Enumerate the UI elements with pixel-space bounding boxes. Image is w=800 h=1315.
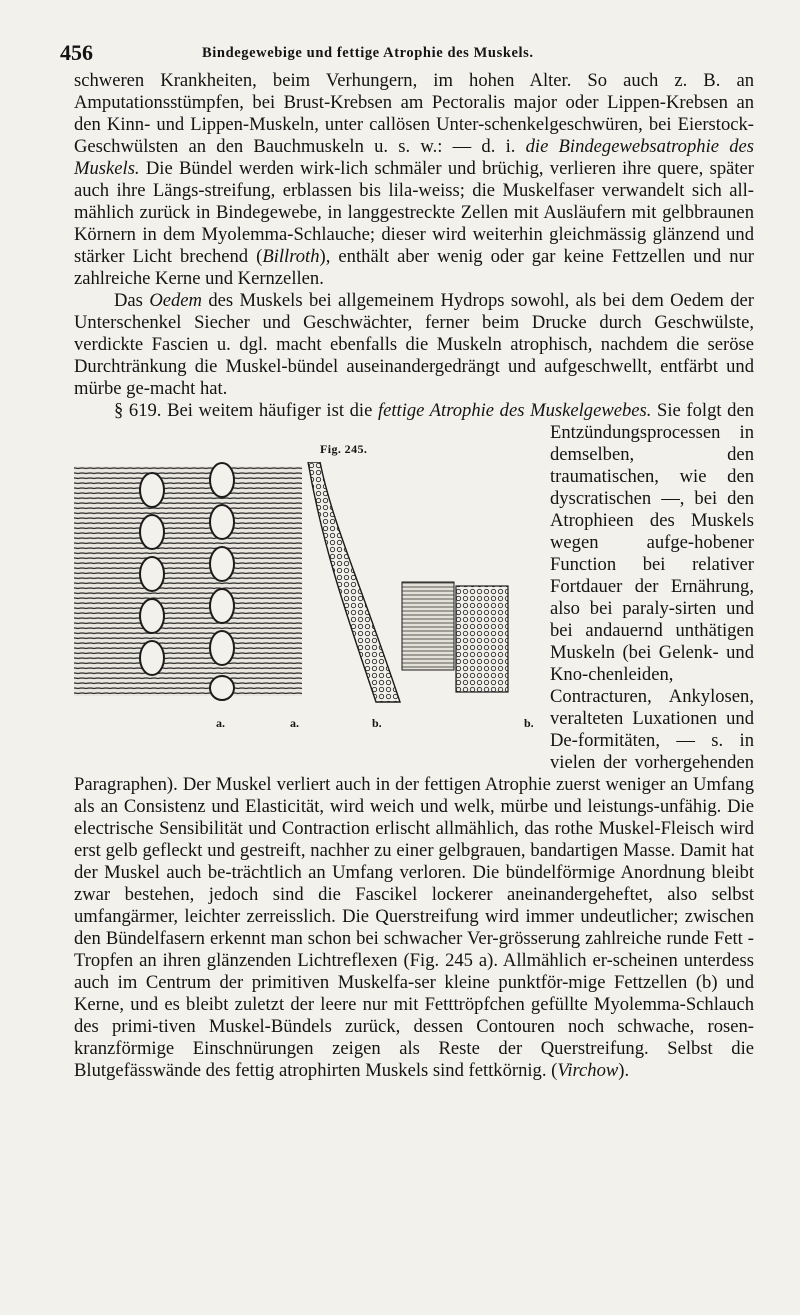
book-page — [60, 30, 755, 1082]
text-run: Bei weitem häufiger ist die — [161, 400, 378, 421]
page-number: 456 — [60, 40, 93, 65]
text-run: ). — [618, 1060, 630, 1081]
section-number: § 619. — [114, 400, 162, 421]
emphasis-fettige-atrophie: fettige Atrophie des Muskelgewebes. — [377, 400, 652, 421]
figure-label-b2: b. — [524, 716, 534, 730]
text-run: schweren Krankheiten, beim Verhungern, im hohen Alter. So auch z. B. an Amputationsstümpfen, bei Brust-Krebsen am Pectoralis major oder Lippen-Krebsen an den Kinn- und Lippen-Muskeln, unter callösen Unter-schenkelgeschwüren, bei Eierstock-Geschwülsten an den Bauchmuskeln u. s. w.: — d. i. — [74, 70, 754, 157]
figure-label-a2: a. — [290, 716, 299, 730]
text-run: Das — [114, 290, 150, 311]
fibre-b-long — [308, 462, 400, 702]
paragraph-continuation — [74, 70, 754, 290]
figure-illustration — [70, 462, 536, 732]
figure-label-b1: b. — [372, 716, 382, 730]
fibre-b-short — [402, 582, 508, 692]
running-title: Bindegewebige und fettige Atrophie des Muskels. — [202, 45, 534, 61]
emphasis-oedem: Oedem — [149, 290, 202, 311]
emphasis-bindegewebsatrophie: die Bindegewebsatrophie des Muskels. — [74, 136, 754, 179]
text-run: Die Bündel werden wirk-lich schmäler und brüchig, verlieren ihre quere, später auch ihre Längs-streifung, erblassen bis lila-weiss; die Muskelfaser verwandelt sich all-mählich zurück in Bindegewebe, in langgestreckte Zellen mit Ausläufern mit gelbbraunen Körnern in dem Myolemma-Schlauche; dieser wird weiterhin gleichmässig glänzend und stärker Licht brechend ( — [74, 158, 754, 267]
text-run: des Muskels bei allgemeinem Hydrops sowohl, als bei dem Oedem der Unterschenkel Siecher und Geschwächter, ferner beim Drucke durch Geschwülste, verdickte Fascien u. dgl. macht ebenfalls die Muskeln atrophisch, nachdem die seröse Durchtränkung die Muskel-bündel auseinandergedrängt und aufgeschwellt, entfärbt und mürbe ge-macht hat. — [74, 290, 754, 399]
text-run: ), enthält aber wenig oder gar keine Fettzellen und nur zahlreiche Kerne und Kernzellen. — [74, 246, 755, 289]
muscle-bundle-a — [74, 463, 302, 700]
text-run: Sie folgt den Entzündungsprocessen in demselben, den traumatischen, wie den dyscratischen —, bei den Atrophieen des Muskels wegen aufge-hobener Function bei relativer Fortdauer der Ernährung, also bei paraly-sirten und bei andauernd unthätigen Muskeln (bei Gelenk- und Kno-chenleiden, Contracturen, Ankylosen, veralteten Luxationen und De-formitäten, — s. in vielen der vorhergehenden Paragraphen). Der Muskel verliert auch in der fettigen Atrophie zuerst weniger an Umfang als an Consistenz und Elasticität, wird weich und welk, mürbe und leistungs-unfähig. Die electrische Sensibilität und Contraction erlischt allmählich, das rothe Muskel-Fleisch wird erst gelb gefleckt und gestreift, nachher zu einer gelbgrauen, bandartigen Masse. Damit hat der Muskel auch be-trächtlich an Umfang verloren. Die bündelförmige Anordnung bleibt zwar bestehen, jedoch sind die Fascikel lockerer aneinandergeheftet, also selbst umfangärmer, leichter zerreisslich. Die Querstreifung wird immer undeutlicher; zwischen den Bündelfasern erkennt man schon bei schwacher Ver-grösserung zahlreiche runde Fett - Tropfen an ihren glänzenden Lichtreflexen (Fig. 245 a). Allmählich er-scheinen unterdess auch im Centrum der primitiven Muskelfa-ser kleine punktför-mige Fettzellen (b) und Kerne, und es bleibt zuletzt der leere nur mit Fetttröpfchen gefüllte Myolemma-Schlauch des primi-tiven Muskel-Bündels zurück, dessen Contouren noch schwache, rosen-kranzförmige Einschnürungen zeigen als Reste der Querstreifung. Selbst die Blutgefässwände des fettig atrophirten Muskels sind fettkörnig. ( — [74, 400, 754, 1081]
citation-billroth: Billroth — [262, 246, 320, 267]
citation-virchow: Virchow — [557, 1060, 619, 1081]
figure-label-a1: a. — [216, 716, 225, 730]
figure-245 — [70, 428, 540, 758]
paragraph-section-619 — [74, 400, 754, 1082]
body-text — [74, 70, 754, 1082]
figure-caption: Fig. 245. — [320, 442, 368, 456]
page-header — [60, 30, 754, 70]
paragraph-oedem — [74, 290, 754, 400]
